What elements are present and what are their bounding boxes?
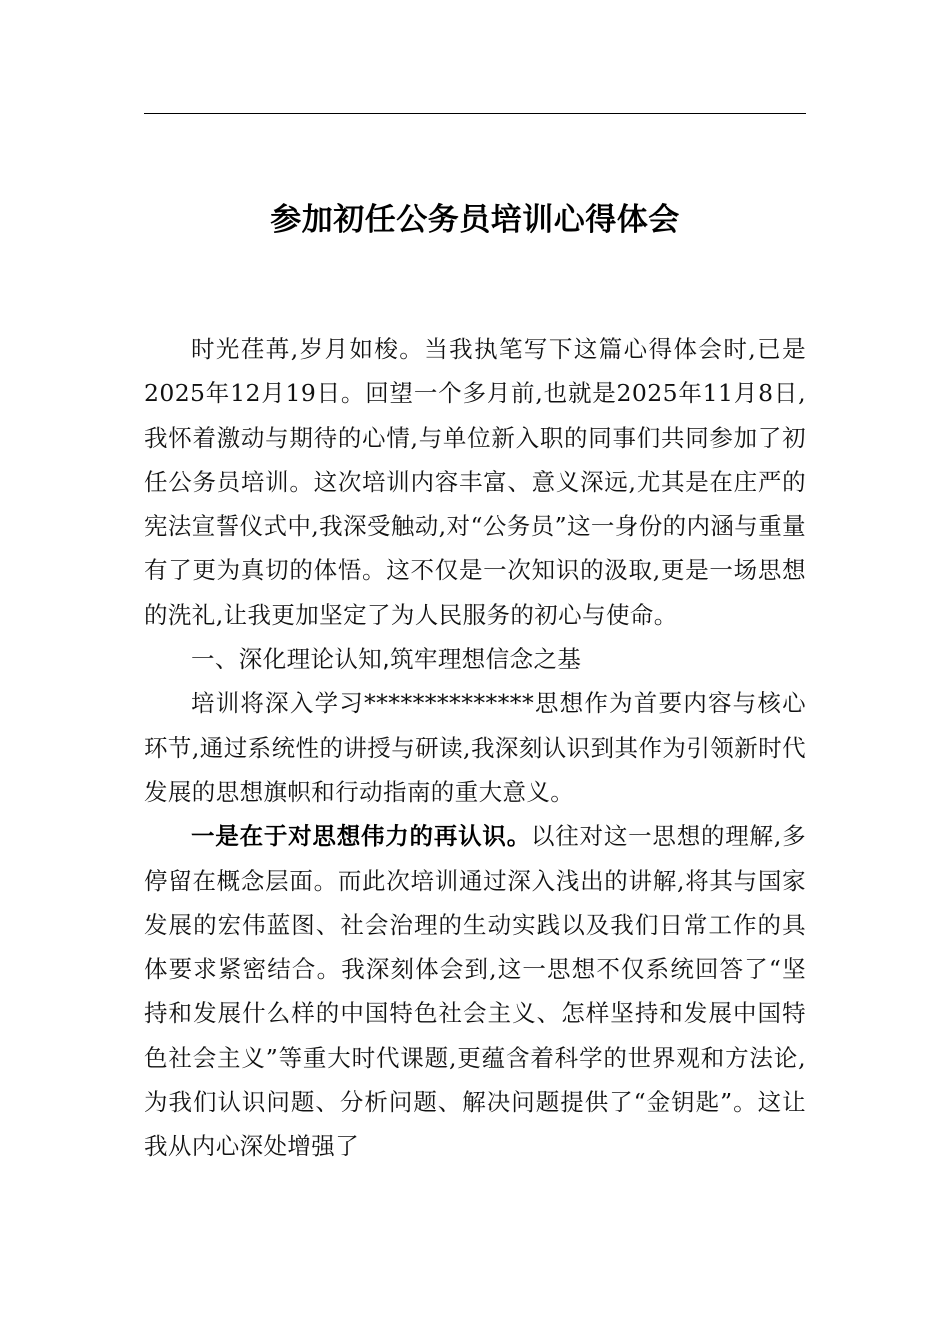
paragraph-theory: 培训将深入学习**************思想作为首要内容与核心环节,通过系统性的讲授与研读,我深刻认识到其作为引领新时代发展的思想旗帜和行动指南的重大意义。	[144, 689, 806, 806]
header-rule	[144, 113, 806, 114]
point-one-body: 以往对这一思想的理解,多停留在概念层面。而此次培训通过深入浅出的讲解,将其与国家发展的宏伟蓝图、社会治理的生动实践以及我们日常工作的具体要求紧密结合。我深刻体会到,这一思想不仅系统回答了“坚持和发展什么样的中国特色社会主义、怎样坚持和发展中国特色社会主义”等重大时代课题,更蕴含着科学的世界观和方法论,为我们认识问题、分析问题、解决问题提供了“金钥匙”。这让我从内心深处增强了	[144, 822, 806, 1161]
point-one-lead: 一是在于对思想伟力的再认识。	[191, 822, 531, 851]
document-title: 参加初任公务员培训心得体会	[270, 202, 680, 238]
paragraph-intro: 时光荏苒,岁月如梭。当我执笔写下这篇心得体会时,已是2025年12月19日。回望一个多月前,也就是2025年11月8日,我怀着激动与期待的心情,与单位新入职的同事们共同参加了初任公务员培训。这次培训内容丰富、意义深远,尤其是在庄严的宪法宣誓仪式中,我深受触动,对“公务员”这一身份的内涵与重量有了更为真切的体悟。这不仅是一次知识的汲取,更是一场思想的洗礼,让我更加坚定了为人民服务的初心与使命。	[144, 335, 806, 629]
paragraph-point-one	[144, 814, 806, 1168]
section-heading-1: 一、深化理论认知,筑牢理想信念之基	[191, 645, 582, 674]
document-body	[144, 327, 806, 1169]
